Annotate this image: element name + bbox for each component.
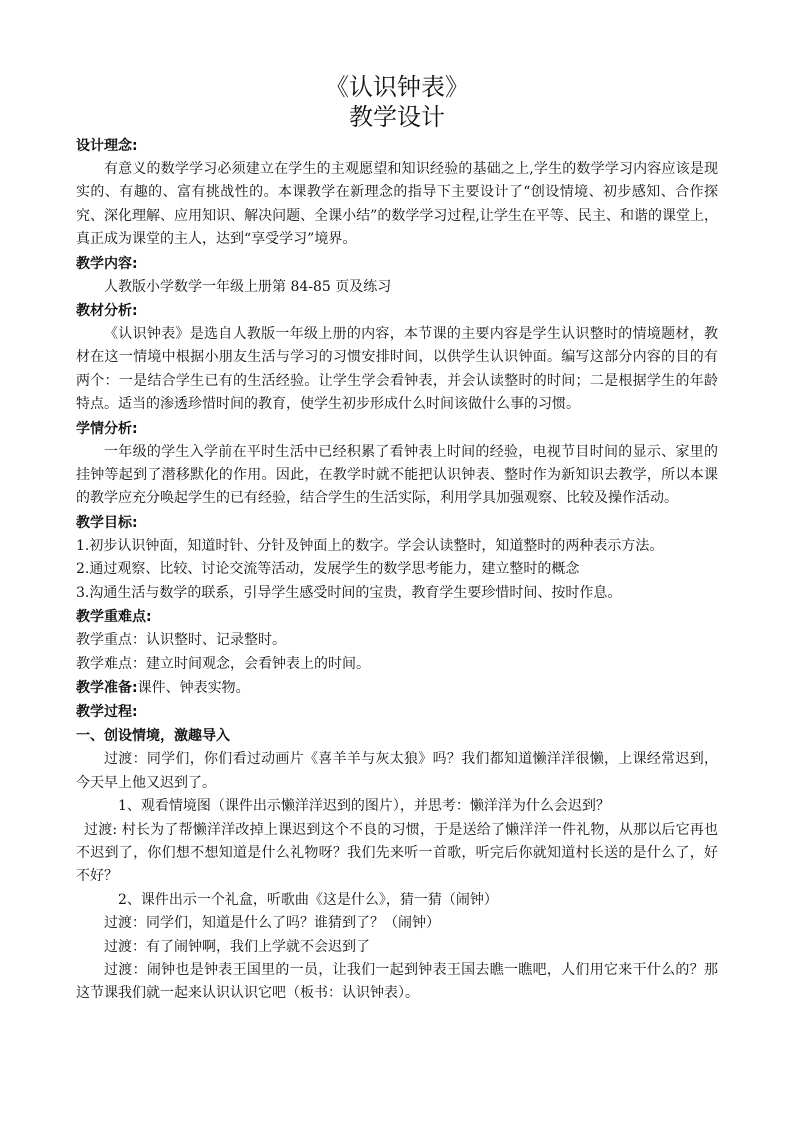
- process-paragraph: 2、课件出示一个礼盒，听歌曲《这是什么》，猜一猜（闹钟）: [118, 891, 498, 908]
- document-page: [76, 72, 718, 1006]
- students-paragraph: 一年级的学生入学前在平时生活中已经积累了看钟表上时间的经验，电视节目时间的显示、家里的挂钟等起到了潜移默化的作用。因此，在教学时就不能把认识钟表、整时作为新知识去教学，所以本课的教学应充分唤起学生的已有经验，结合学生的生活实际，利用学具加强观察、比较及操作活动。: [76, 443, 718, 507]
- process-paragraph: 过渡：同学们，知道是什么了吗？谁猜到了？（闹钟）: [104, 915, 440, 932]
- section-heading-prep: 教学准备:: [76, 679, 138, 696]
- section-heading-keypoints: 教学重难点:: [76, 609, 152, 626]
- section-heading-material: 教材分析:: [76, 303, 138, 320]
- section-heading-content: 教学内容:: [76, 255, 138, 272]
- section-heading-students: 学情分析:: [76, 420, 138, 437]
- goal-item: 1.初步认识钟面，知道时针、分针及钟面上的数字。学会认读整时，知道整时的两种表示方法。: [76, 537, 664, 554]
- section-heading-process: 教学过程:: [76, 704, 138, 721]
- keypoint-item: 教学重点：认识整时、记录整时。: [76, 632, 286, 649]
- prep-line: [76, 676, 718, 700]
- section-heading-goals: 教学目标:: [76, 514, 138, 531]
- goal-item: 3.沟通生活与数学的联系，引导学生感受时间的宝贵，教育学生要珍惜时间、按时作息。: [76, 584, 622, 601]
- goal-item: 2.通过观察、比较、讨论交流等活动，发展学生的数学思考能力，建立整时的概念: [76, 561, 580, 578]
- process-subheading: 一、创设情境，激趣导入: [76, 728, 230, 745]
- keypoint-item: 教学难点：建立时间观念，会看钟表上的时间。: [76, 655, 370, 672]
- process-paragraph: 过渡：同学们，你们看过动画片《喜羊羊与灰太狼》吗？我们都知道懒洋洋很懒，上课经常迟到，今天早上他又迟到了。: [76, 751, 718, 791]
- process-paragraph: 过渡：有了闹钟啊，我们上学就不会迟到了: [104, 938, 370, 955]
- content-paragraph: 人教版小学数学一年级上册第 84-85 页及练习: [104, 278, 392, 295]
- section-heading-concept: 设计理念:: [76, 138, 138, 154]
- document-title-line1: 《认识钟表》: [325, 73, 469, 101]
- prep-text: 课件、钟表实物。: [137, 679, 250, 696]
- process-paragraph: 过渡: 村长为了帮懒洋洋改掉上课迟到这个不良的习惯，于是送给了懒洋洋一件礼物，从那以后它再也不迟到了，你们想不想知道是什么礼物呀？我们先来听一首歌，听完后你就知道村长送的是什么了，好不好？: [76, 821, 718, 885]
- document-title-line2: 教学设计: [349, 103, 445, 131]
- material-paragraph: 《认识钟表》是选自人教版一年级上册的内容，本节课的主要内容是学生认识整时的情境题材，教材在这一情境中根据小朋友生活与学习的习惯安排时间，以供学生认识钟面。编写这部分内容的目的有两个：一是结合学生已有的生活经验。让学生学会看钟表，并会认读整时的时间；二是根据学生的年龄特点。适当的渗透珍惜时间的教育，使学生初步形成什么时间该做什么事的习惯。: [76, 326, 718, 413]
- process-paragraph: 1、观看情境图（课件出示懒洋洋迟到的图片），并思考：懒洋洋为什么会迟到？: [118, 798, 610, 815]
- process-paragraph: 过渡：闹钟也是钟表王国里的一员，让我们一起到钟表王国去瞧一瞧吧，人们用它来干什么的？那这节课我们就一起来认识认识它吧（板书：认识钟表）。: [76, 961, 718, 1002]
- concept-paragraph: 有意义的数学学习必须建立在学生的主观愿望和知识经验的基础之上,学生的数学学习内容应该是现实的、有趣的、富有挑战性的。本课教学在新理念的指导下主要设计了“创设情境、初步感知、合作探究、深化理解、应用知识、解决问题、全课小结”的数学学习过程,让学生在平等、民主、和谐的课堂上，真正成为课堂的主人，达到“享受学习”境界。: [76, 161, 718, 248]
